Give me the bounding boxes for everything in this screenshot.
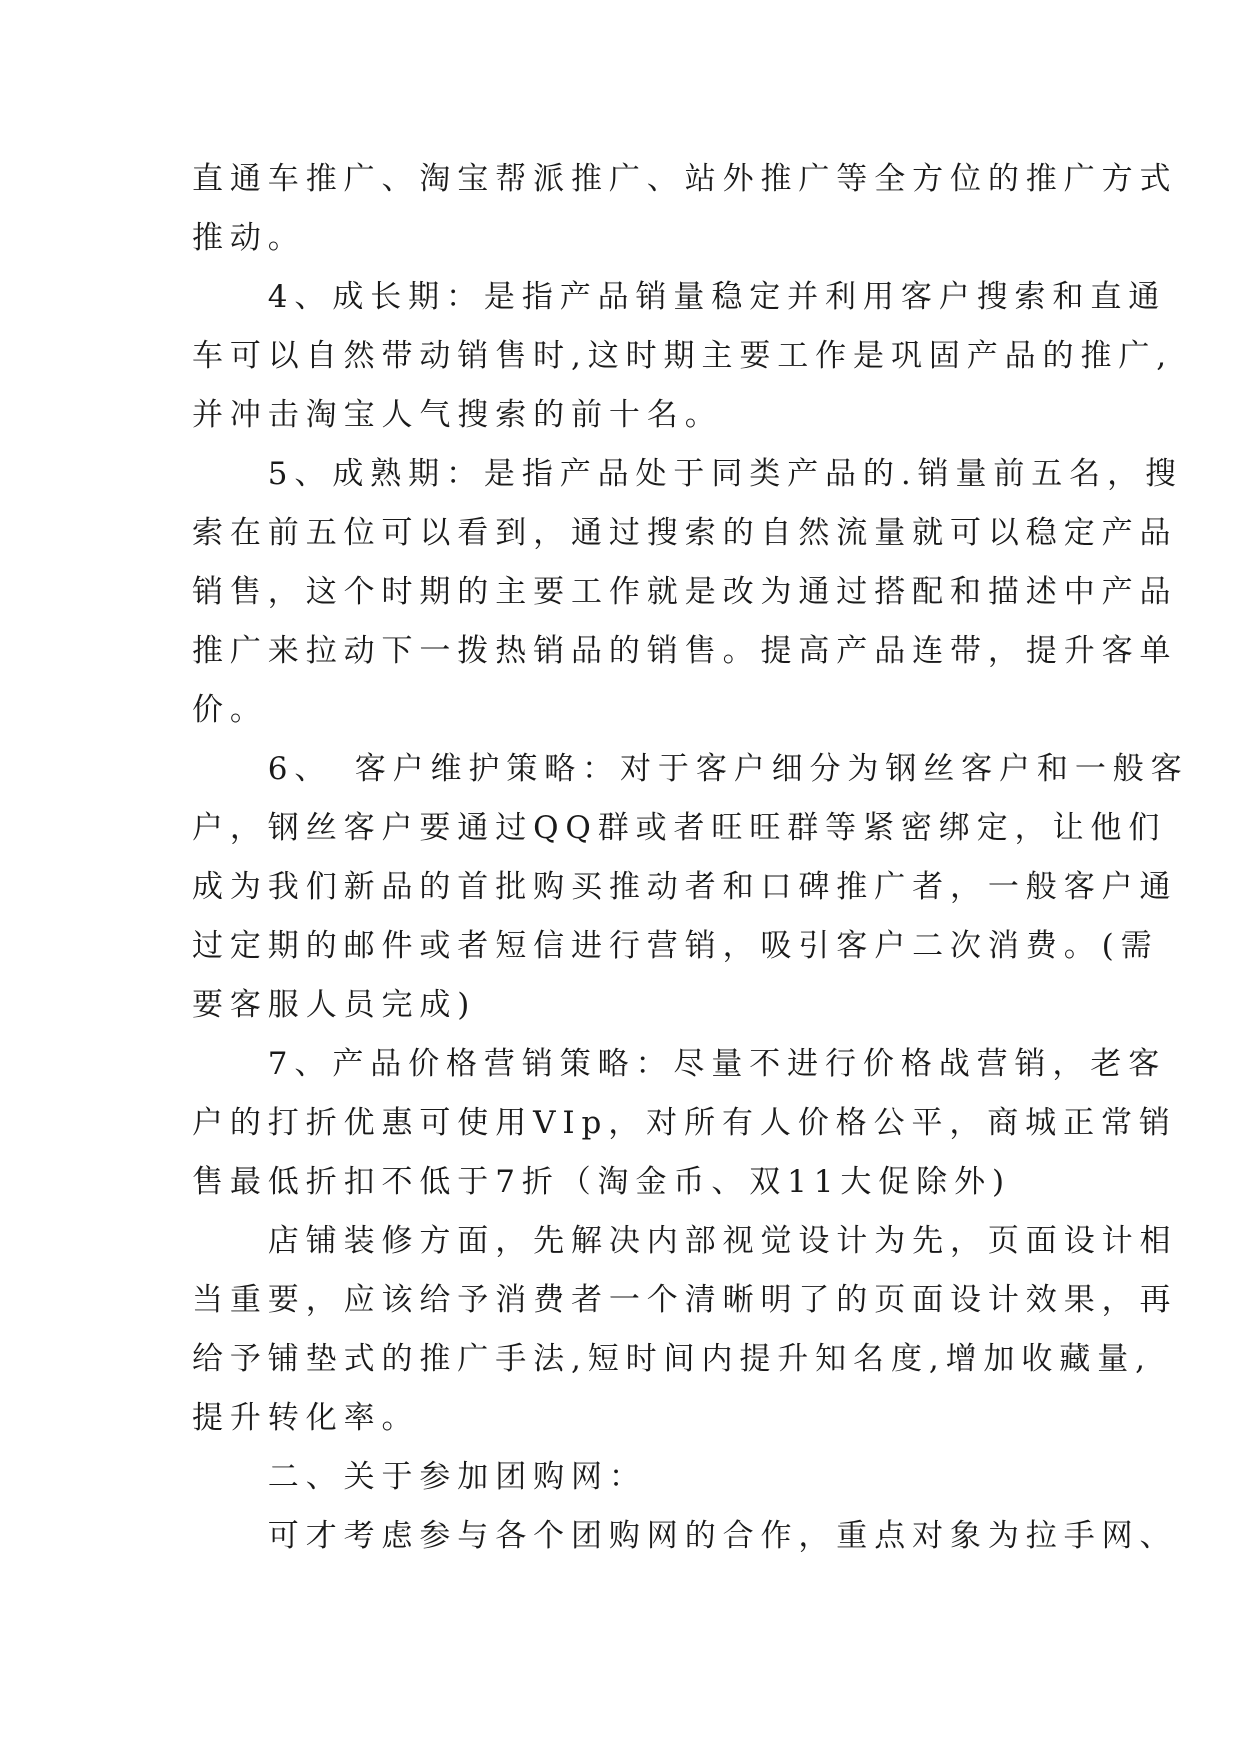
text-line: 成为我们新品的首批购买推动者和口碑推广者，一般客户通 bbox=[192, 869, 1178, 905]
text-line: 直通车推广、淘宝帮派推广、站外推广等全方位的推广方式 bbox=[192, 161, 1178, 197]
text-line: 索在前五位可以看到，通过搜索的自然流量就可以稳定产品 bbox=[192, 515, 1178, 551]
text-line: 过定期的邮件或者短信进行营销，吸引客户二次消费。(需 bbox=[192, 928, 1159, 964]
body-text bbox=[192, 150, 1189, 1566]
text-line: 售最低折扣不低于7折（淘金币、双11大促除外) bbox=[192, 1164, 1011, 1200]
text-line: 要客服人员完成) bbox=[192, 987, 477, 1023]
text-line: 店铺装修方面，先解决内部视觉设计为先，页面设计相 bbox=[192, 1223, 1178, 1259]
text-line: 并冲击淘宝人气搜索的前十名。 bbox=[192, 397, 723, 433]
text-line: 价。 bbox=[192, 692, 268, 728]
text-line: 推动。 bbox=[192, 220, 306, 256]
text-line: 车可以自然带动销售时,这时期主要工作是巩固产品的推广, bbox=[192, 338, 1174, 374]
text-line: 5、成熟期：是指产品处于同类产品的.销量前五名，搜 bbox=[192, 456, 1183, 492]
text-line: 4、成长期：是指产品销量稳定并利用客户搜索和直通 bbox=[192, 279, 1167, 315]
text-line: 当重要，应该给予消费者一个清晰明了的页面设计效果，再 bbox=[192, 1282, 1178, 1318]
text-line: 6、 客户维护策略：对于客户细分为钢丝客户和一般客 bbox=[192, 751, 1189, 787]
text-line: 可才考虑参与各个团购网的合作，重点对象为拉手网、 bbox=[192, 1518, 1178, 1554]
text-line: 推广来拉动下一拨热销品的销售。提高产品连带，提升客单 bbox=[192, 633, 1178, 669]
text-line: 二、关于参加团购网： bbox=[192, 1459, 647, 1495]
text-line: 户，钢丝客户要通过QQ群或者旺旺群等紧密绑定，让他们 bbox=[192, 810, 1167, 846]
text-line: 提升转化率。 bbox=[192, 1400, 420, 1436]
text-line: 给予铺垫式的推广手法,短时间内提升知名度,增加收藏量, bbox=[192, 1341, 1152, 1377]
text-line: 销售，这个时期的主要工作就是改为通过搭配和描述中产品 bbox=[192, 574, 1178, 610]
text-line: 户的打折优惠可使用VIp，对所有人价格公平，商城正常销 bbox=[192, 1105, 1177, 1141]
text-line: 7、产品价格营销策略：尽量不进行价格战营销，老客 bbox=[192, 1046, 1167, 1082]
